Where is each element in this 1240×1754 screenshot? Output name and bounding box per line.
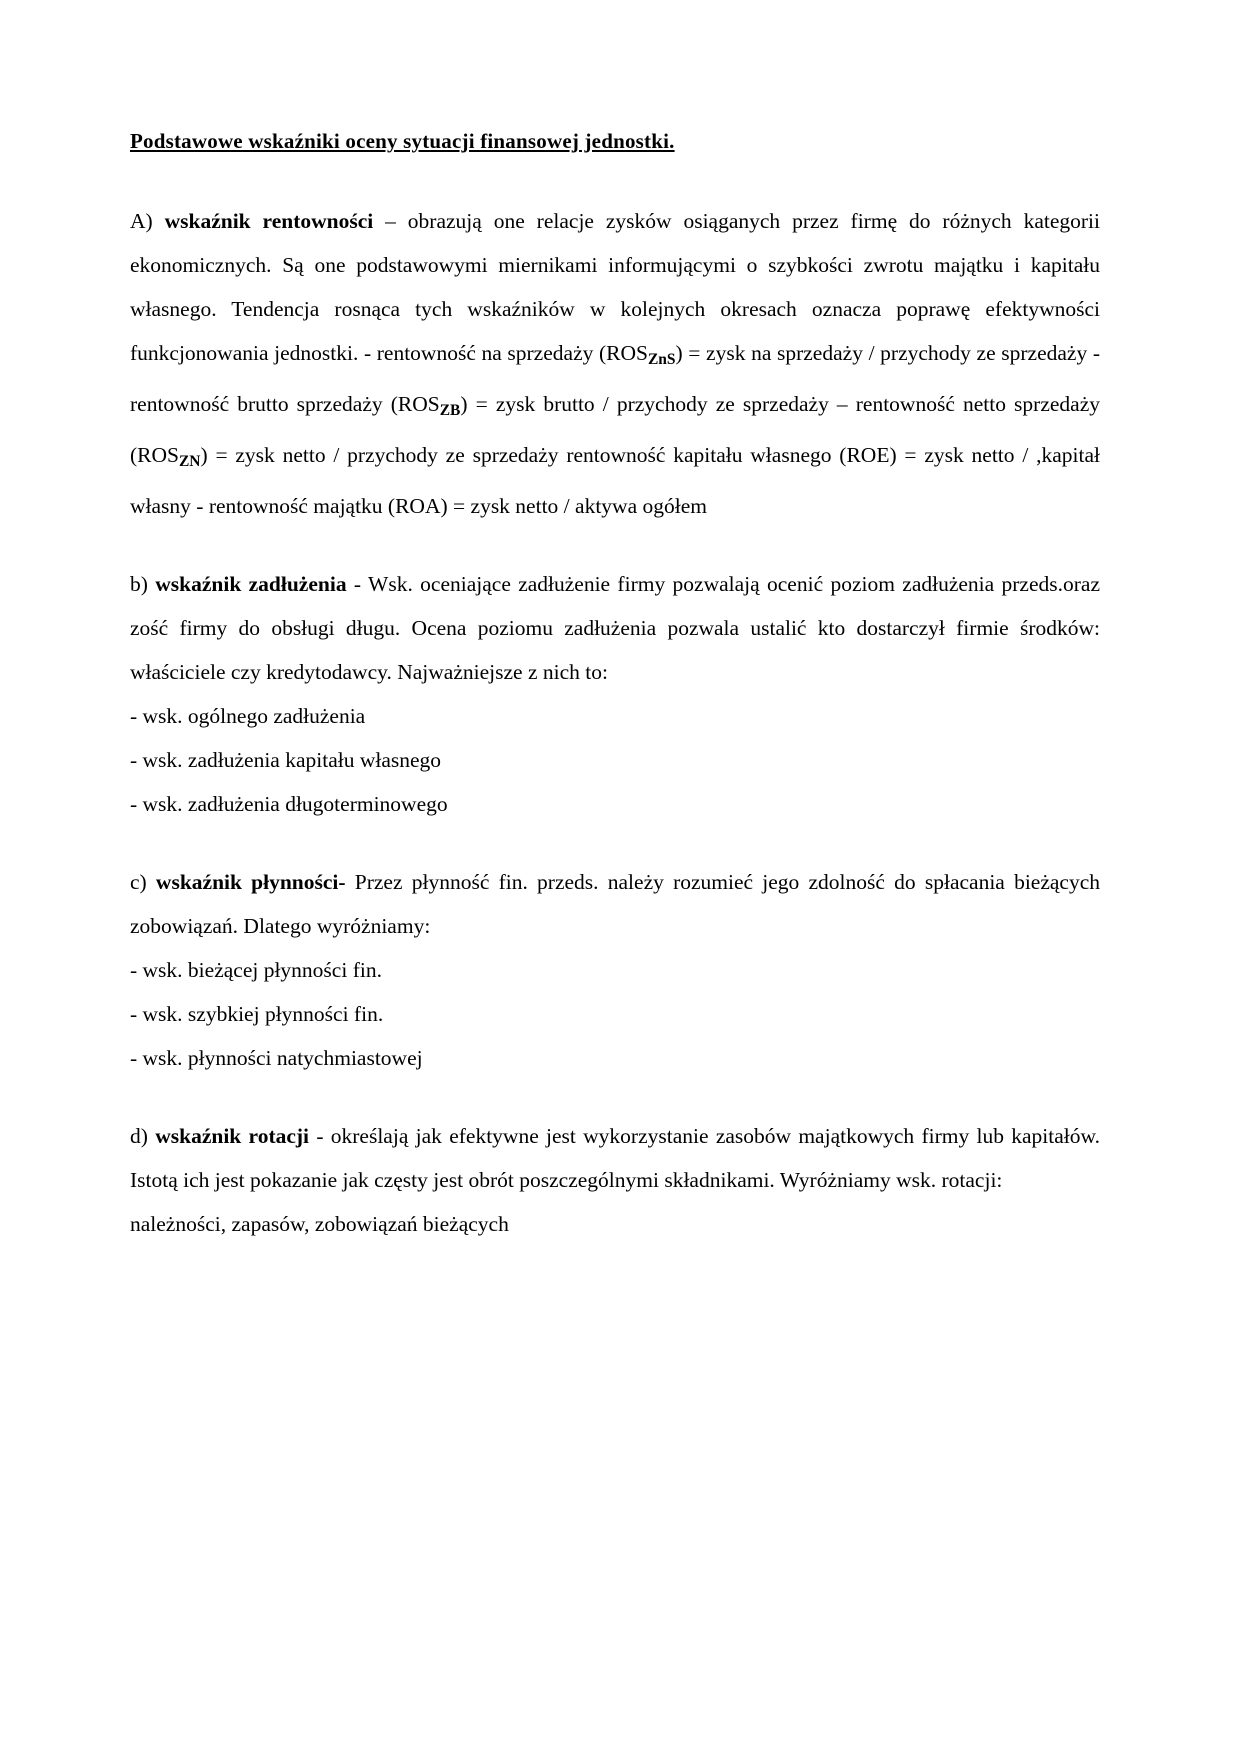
list-item: - wsk. zadłużenia długoterminowego <box>130 791 448 816</box>
section-body-a-4: ) = zysk netto / przychody ze sprzedaży rentowność kapitału własnego (ROE) = zysk netto / ,kapitał własny - rentowność majątku (ROA) = zysk netto / aktywa ogółem <box>130 443 1100 518</box>
section-body-c <box>130 860 1100 948</box>
section-rotacji <box>130 1114 1100 1246</box>
section-body-d <box>130 1114 1100 1202</box>
sub-zns: ZnS <box>647 351 676 369</box>
section-body-a-2: ) = zysk na sprzedaży / przychody ze sprzedaży - rentowność brutto sprzedaży (ROS <box>130 341 1100 417</box>
section-marker-d: d) <box>130 1123 148 1148</box>
sub-zn: ZN <box>178 452 201 470</box>
section-zadluzenia <box>130 562 1100 826</box>
page-title: Podstawowe wskaźniki oceny sytuacji finansowej jednostki. <box>130 129 675 153</box>
section-marker-c: c) <box>130 869 147 894</box>
section-text-d: - określają jak efektywne jest wykorzystanie zasobów majątkowych firmy lub kapitałów. Istotą ich jest pokazanie jak częsty jest obrót poszczególnymi składnikami. Wyróżniamy wsk. rotacji: <box>130 1123 1101 1192</box>
section-plynnosci <box>130 860 1100 1080</box>
section-body-b <box>130 562 1100 694</box>
list-item: - wsk. ogólnego zadłużenia <box>130 703 366 728</box>
section-marker-b: b) <box>130 571 148 596</box>
sub-zb: ZB <box>439 402 461 420</box>
section-body-a-1: – obrazują one relacje zysków osiąganych przez firmę do różnych kategorii ekonomicznych. Są one podstawowymi miernikami informującymi o szybkości zwrotu majątku i kapitału własnego. Tendencja rosnąca tych wskaźników w kolejnych okresach oznacza poprawę efektywności funkcjonowania jednostki. - rentowność na sprzedaży (ROS <box>130 209 1100 366</box>
list-item: - wsk. szybkiej płynności fin. <box>130 1001 384 1026</box>
section-tail-d: należności, zapasów, zobowiązań bieżących <box>130 1211 509 1236</box>
section-heading-b: wskaźnik zadłużenia <box>155 571 347 596</box>
section-marker-a: A) <box>130 209 153 234</box>
list-item: - wsk. płynności natychmiastowej <box>130 1045 423 1070</box>
section-heading-d: wskaźnik rotacji <box>155 1123 310 1148</box>
section-text-b: - Wsk. oceniające zadłużenie firmy pozwalają ocenić poziom zadłużenia przeds.oraz zość firmy do obsługi długu. Ocena poziomu zadłużenia pozwala ustalić kto dostarczył firmie środków: właściciele czy kredytodawcy. Najważniejsze z nich to: <box>130 571 1101 684</box>
section-heading-c: wskaźnik płynności- <box>155 869 346 894</box>
section-rentownosci <box>130 199 1100 528</box>
list-item: - wsk. zadłużenia kapitału własnego <box>130 747 442 772</box>
section-text-c: Przez płynność fin. przeds. należy rozumieć jego zdolność do spłacania bieżących zobowiązań. Dlatego wyróżniamy: <box>130 869 1101 938</box>
section-heading-a: wskaźnik rentowności <box>164 209 374 234</box>
list-item: - wsk. bieżącej płynności fin. <box>130 957 382 982</box>
section-body-a-3: ) = zysk brutto / przychody ze sprzedaży – rentowność netto sprzedaży (ROS <box>130 392 1101 468</box>
